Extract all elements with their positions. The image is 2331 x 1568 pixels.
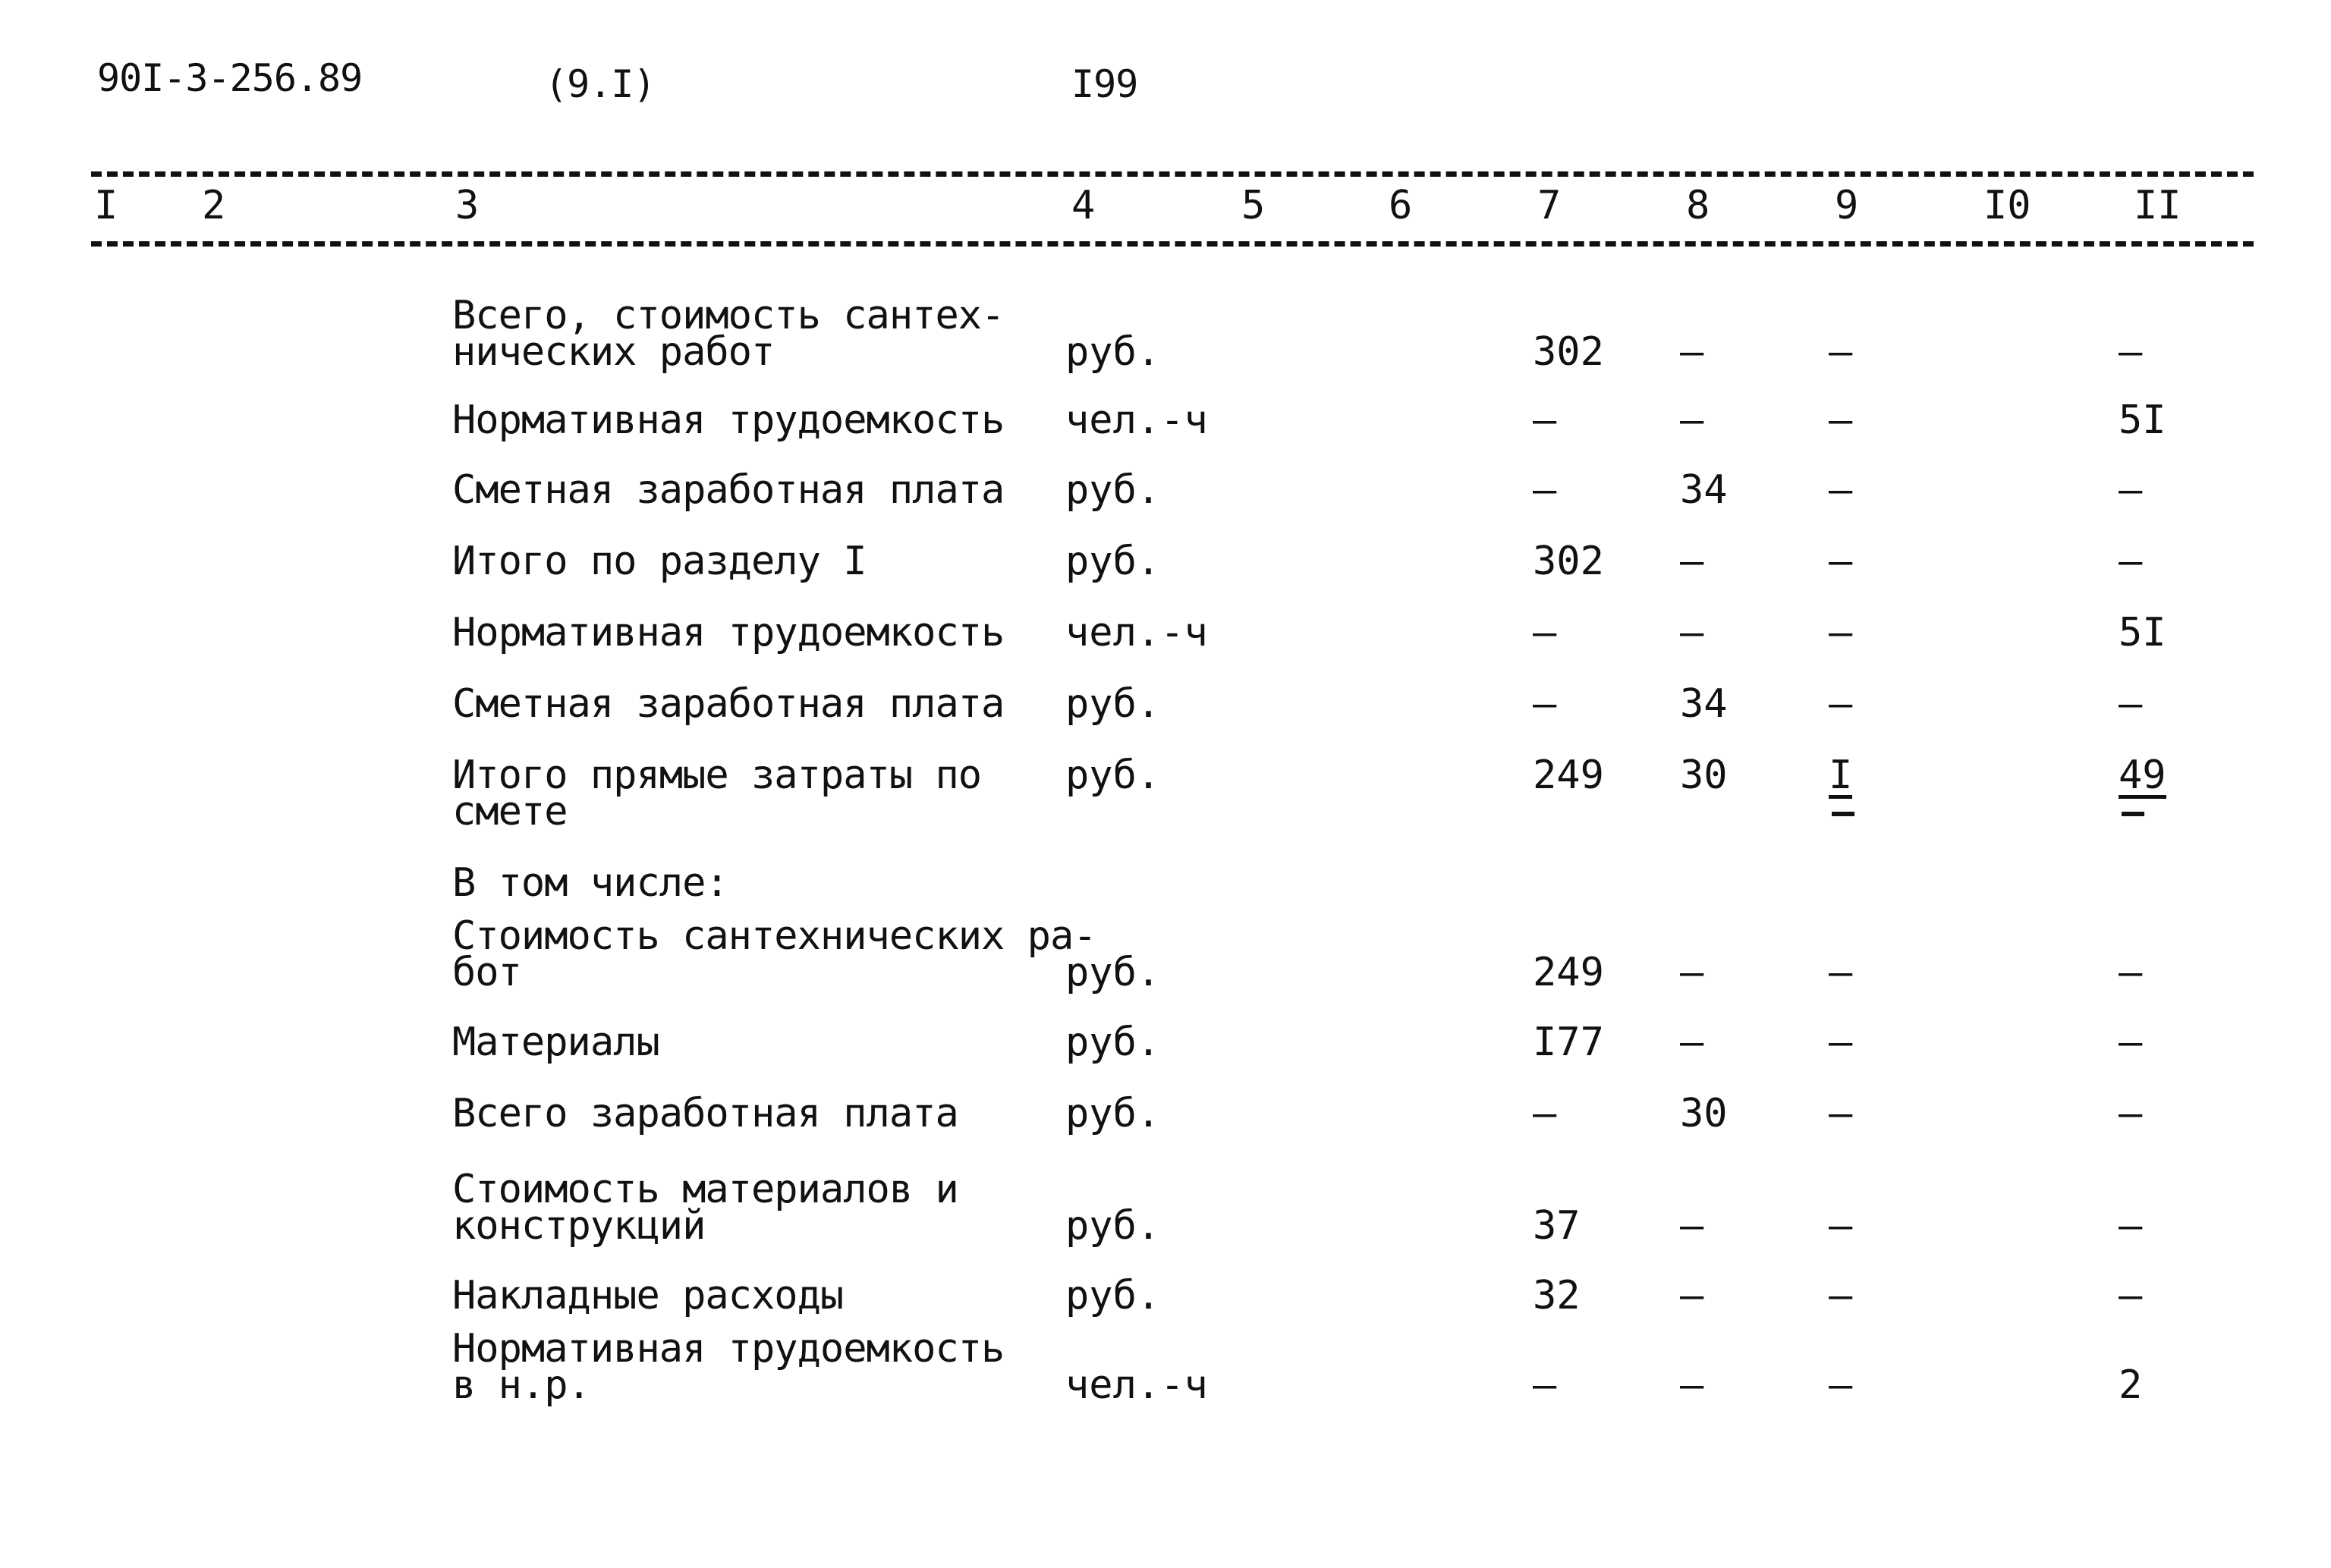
column-9-value: – [1829,1362,1853,1408]
column-8-value: – [1680,950,1704,995]
column-7-value: 249 [1533,950,1604,995]
column-7-value: – [1533,681,1557,727]
unit-cell: чел.-ч [1065,610,1208,655]
column-8-value: – [1680,1273,1704,1318]
column-7-value: – [1533,467,1557,513]
section-reference: (9.I) [545,62,656,106]
column-11-value: 2 [2119,1362,2143,1408]
description-line: Итого по разделу I [452,539,867,584]
description-line: Сметная заработная плата [452,467,1005,513]
description-line: бот [452,950,521,995]
column-number: I0 [1983,183,2031,228]
column-8-value: 34 [1680,681,1728,727]
column-9-value: – [1829,467,1853,513]
row-description [452,753,982,834]
column-7-value: – [1533,610,1557,655]
page-number: I99 [1071,62,1138,106]
unit-cell: руб. [1065,1020,1161,1065]
column-9-value: – [1829,397,1853,443]
column-11-value: – [2119,950,2143,995]
column-9-value: – [1829,950,1853,995]
unit-cell: руб. [1065,1091,1161,1136]
row-description [452,860,728,906]
column-8-value: – [1680,610,1704,655]
column-11-value: – [2119,329,2143,375]
column-8-value: 34 [1680,467,1728,513]
column-8-value: 30 [1680,753,1728,798]
column-9-value: – [1829,329,1853,375]
column-11-value: 49 [2119,753,2166,798]
column-9-value: I [1829,753,1853,798]
column-number: 5 [1241,183,1266,228]
column-8-value: – [1680,1020,1704,1065]
column-11-value: 5I [2119,610,2166,655]
column-7-value: 302 [1533,539,1604,584]
description-line: Стоимость материалов и [452,1167,958,1212]
column-9-value: – [1829,610,1853,655]
column-11-value: – [2119,1203,2143,1249]
row-description [452,539,867,584]
description-line: Материалы [452,1020,659,1065]
column-8-value: 30 [1680,1091,1728,1136]
unit-cell: чел.-ч [1065,397,1208,443]
description-line: нических работ [452,329,775,375]
column-number: I [94,183,118,228]
column-8-value: – [1680,539,1704,584]
column-7-value: 249 [1533,753,1604,798]
column-11-value: – [2119,1020,2143,1065]
unit-cell: чел.-ч [1065,1362,1208,1408]
row-description [452,610,1005,655]
column-7-value: 37 [1533,1203,1581,1249]
column-8-value: – [1680,1362,1704,1408]
column-11-value: – [2119,1091,2143,1136]
column-7-value: – [1533,1362,1557,1408]
column-9-value: – [1829,1203,1853,1249]
column-8-value: – [1680,1203,1704,1249]
column-9-value: – [1829,1091,1853,1136]
unit-cell: руб. [1065,1203,1161,1249]
column-8-value: – [1680,397,1704,443]
column-11-value: 5I [2119,397,2166,443]
column-number: 2 [202,183,226,228]
column-7-value: – [1533,1091,1557,1136]
table-header-bottom-rule [91,241,2254,247]
column-9-value: – [1829,1273,1853,1318]
underline-dash-mark [2122,812,2144,816]
description-line: В том числе: [452,860,728,906]
row-description [452,1167,958,1249]
column-number: 6 [1389,183,1413,228]
column-number: 8 [1686,183,1710,228]
table-top-rule [91,171,2254,177]
description-line: Нормативная трудоемкость [452,397,1005,443]
column-7-value: 32 [1533,1273,1581,1318]
column-11-value: – [2119,1273,2143,1318]
column-7-value: – [1533,397,1557,443]
column-number: II [2134,183,2182,228]
column-11-value: – [2119,681,2143,727]
unit-cell: руб. [1065,950,1161,995]
row-description [452,1091,958,1136]
description-line: Всего заработная плата [452,1091,958,1136]
column-8-value: – [1680,329,1704,375]
column-9-value: – [1829,539,1853,584]
unit-cell: руб. [1065,1273,1161,1318]
description-line: Сметная заработная плата [452,681,1005,727]
column-7-value: 302 [1533,329,1604,375]
description-line: Нормативная трудоемкость [452,610,1005,655]
unit-cell: руб. [1065,539,1161,584]
column-number: 9 [1835,183,1859,228]
unit-cell: руб. [1065,467,1161,513]
unit-cell: руб. [1065,329,1161,375]
description-line: смете [452,789,568,834]
column-9-value: – [1829,1020,1853,1065]
description-line: в н.р. [452,1362,590,1408]
description-line: Всего, стоимость сантех- [452,293,1005,338]
row-description [452,1020,659,1065]
column-number: 7 [1537,183,1562,228]
column-number: 4 [1071,183,1096,228]
description-line: Нормативная трудоемкость [452,1326,1005,1372]
row-description [452,1273,844,1318]
row-description [452,1326,1005,1408]
description-line: Стоимость сантехнических ра- [452,913,1096,959]
description-line: конструкций [452,1203,706,1249]
row-description [452,397,1005,443]
unit-cell: руб. [1065,753,1161,798]
description-line: Итого прямые затраты по [452,753,982,798]
row-description [452,681,1005,727]
row-description [452,913,1096,995]
underline-dash-mark [1832,812,1854,816]
unit-cell: руб. [1065,681,1161,727]
row-description [452,293,1005,375]
column-11-value: – [2119,539,2143,584]
description-line: Накладные расходы [452,1273,844,1318]
column-9-value: – [1829,681,1853,727]
document-code: 90I-3-256.89 [97,56,363,100]
column-number: 3 [455,183,480,228]
column-11-value: – [2119,467,2143,513]
column-7-value: I77 [1533,1020,1604,1065]
row-description [452,467,1005,513]
